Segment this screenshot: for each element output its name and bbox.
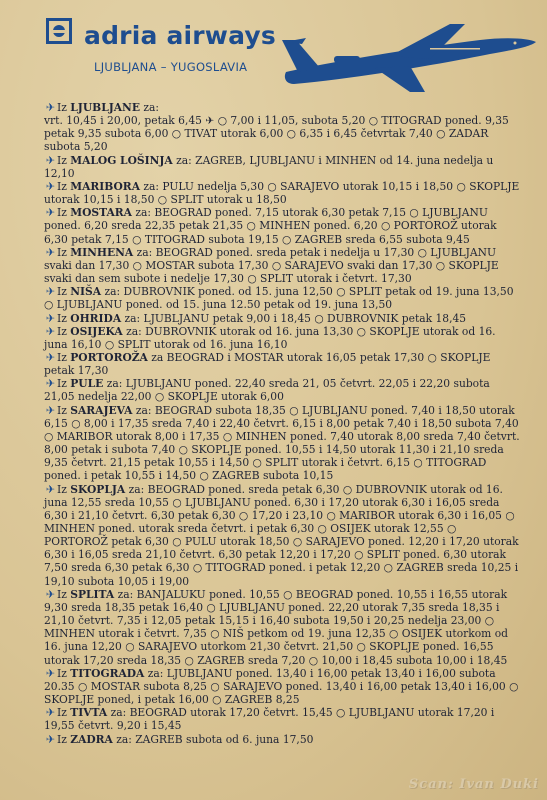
route-entry bbox=[44, 285, 522, 311]
airplane-bullet-icon: ✈ bbox=[45, 350, 56, 364]
origin-city: OSIJEKA bbox=[70, 324, 123, 338]
origin-city: MARIBORA bbox=[70, 179, 140, 193]
entry-prefix: Iz bbox=[57, 666, 67, 680]
route-entry bbox=[44, 483, 522, 588]
airplane-bullet-icon: ✈ bbox=[45, 206, 56, 220]
origin-city: MOSTARA bbox=[70, 206, 132, 220]
route-entry bbox=[44, 206, 522, 245]
airplane-bullet-icon: ✈ bbox=[45, 179, 56, 193]
origin-city: NIŠA bbox=[70, 285, 102, 299]
route-schedule: za: BEOGRAD poned. sreda petak i nedelja u 17,30 ○ LJUBLJANU svaki dan 17,30 ○ MOSTAR subota 17,30 ○ SARAJEVO svaki dan 17,30 ○ SKOPLJE svaki dan sem subote i nedelje 17,30 ○ SPLIT utorak i četvrt. 17,30 bbox=[44, 245, 499, 286]
route-entry bbox=[44, 154, 522, 180]
route-schedule: za: DUBROVNIK utorak od 16. juna 13,30 ○ SKOPLJE utorak od 16. juna 16,10 ○ SPLIT utorak od 16. juna 16,10 bbox=[44, 324, 496, 351]
route-schedule: za: PULU nedelja 5,30 ○ SARAJEVO utorak 10,15 i 18,50 ○ SKOPLJE utorak 10,15 i 18,50 ○ SPLIT utorak u 18,50 bbox=[44, 179, 520, 207]
route-entry bbox=[44, 706, 522, 732]
route-entry bbox=[44, 312, 522, 325]
origin-city: TIVTA bbox=[70, 706, 108, 720]
airplane-bullet-icon: ✈ bbox=[45, 285, 56, 299]
route-entry bbox=[44, 180, 522, 206]
airplane-bullet-icon: ✈ bbox=[45, 666, 56, 680]
origin-city: ZADRA bbox=[70, 732, 113, 746]
route-schedule: za: LJUBLJANU petak 9,00 i 18,45 ○ DUBROVNIK petak 18,45 bbox=[124, 311, 467, 325]
entry-prefix: Iz bbox=[57, 179, 67, 193]
origin-city: TITOGRADA bbox=[70, 666, 145, 680]
route-schedule: vrt. 10,45 i 20,00, petak 6,45 ✈ ○ 7,00 i 11,05, subota 5,20 ○ TITOGRAD poned. 9,35 petak 9,35 subota 6,00 ○ TIVAT utorak 6,00 ○ 6,35 i 6,45 četvrtak 7,40 ○ ZADAR subota 5,20 bbox=[44, 114, 509, 154]
origin-city: OHRIDA bbox=[70, 311, 122, 325]
route-schedule: za: BEOGRAD poned. 7,15 utorak 6,30 petak 7,15 ○ LJUBLJANU poned. 6,20 sreda 22,35 petak 21,35 ○ MINHEN poned. 6,20 ○ PORTOROŽ utorak 6,30 petak 7,15 ○ TITOGRAD subota 19,15 ○ ZAGREB sreda 6,55 subota 9,45 bbox=[44, 206, 497, 246]
entry-prefix: Iz bbox=[57, 245, 67, 259]
header bbox=[0, 0, 547, 105]
airplane-bullet-icon: ✈ bbox=[45, 311, 56, 325]
route-schedule: za: LJUBLJANU poned. 13,40 i 16,00 petak 13,40 i 16,00 subota 20.35 ○ MOSTAR subota 8,25 ○ SARAJEVO poned. 13,40 i 16,00 petak 13,40 i 16,00 ○ SKOPLJE poned, i petak 16,00 ○ ZAGREB 8,25 bbox=[44, 666, 519, 707]
airplane-bullet-icon: ✈ bbox=[45, 245, 56, 259]
entry-prefix: Iz bbox=[57, 285, 67, 299]
origin-city: SKOPLJA bbox=[70, 482, 126, 496]
airplane-bullet-icon: ✈ bbox=[45, 706, 56, 720]
entry-prefix: Iz bbox=[57, 350, 67, 364]
route-schedule: za: DUBROVNIK poned. od 15. juna 12,50 ○ SPLIT petak od 19. juna 13,50 ○ LJUBLJANU poned. od 15. juna 12.50 petak od 19. juna 13,50 bbox=[44, 285, 514, 312]
entry-prefix: Iz bbox=[57, 403, 67, 417]
adria-logo-icon bbox=[46, 18, 72, 44]
route-entry bbox=[44, 101, 522, 154]
route-entry bbox=[44, 377, 522, 403]
airplane-bullet-icon: ✈ bbox=[45, 101, 56, 114]
entry-prefix: Iz bbox=[57, 311, 67, 325]
airplane-bullet-icon: ✈ bbox=[45, 732, 56, 746]
origin-city: LJUBLJANE bbox=[70, 101, 140, 114]
origin-city: PULE bbox=[70, 377, 104, 391]
timetable bbox=[44, 101, 522, 746]
route-entry bbox=[44, 733, 522, 746]
airplane-bullet-icon: ✈ bbox=[45, 403, 56, 417]
route-entry bbox=[44, 667, 522, 706]
entry-prefix: Iz bbox=[57, 101, 67, 114]
brand-city: LJUBLJANA – YUGOSLAVIA bbox=[94, 60, 248, 74]
origin-city: PORTOROŽA bbox=[70, 350, 148, 364]
origin-city: MINHENA bbox=[70, 245, 134, 259]
entry-prefix: Iz bbox=[57, 706, 67, 720]
entry-prefix: Iz bbox=[57, 732, 67, 746]
route-entry bbox=[44, 588, 522, 667]
airplane-bullet-icon: ✈ bbox=[45, 587, 56, 601]
origin-city: SPLITA bbox=[70, 587, 115, 601]
route-schedule: za: ZAGREB, LJUBLJANU i MINHEN od 14. juna nedelja u 12,10 bbox=[44, 153, 494, 180]
airplane-bullet-icon: ✈ bbox=[45, 482, 56, 496]
entry-prefix: Iz bbox=[57, 324, 67, 338]
airplane-bullet-icon: ✈ bbox=[45, 324, 56, 338]
route-entry bbox=[44, 325, 522, 351]
route-schedule: za: LJUBLJANU poned. 22,40 sreda 21, 05 četvrt. 22,05 i 22,20 subota 21,05 nedelja 22,00 ○ SKOPLJE utorak 6,00 bbox=[44, 377, 490, 404]
route-entry bbox=[44, 404, 522, 483]
route-schedule: za: BANJALUKU poned. 10,55 ○ BEOGRAD poned. 10,55 i 16,55 utorak 9,30 sreda 18,35 petak 16,40 ○ LJUBLJANU poned. 22,20 utorak 7,35 sreda 18,35 i 21,10 četvrt. 7,35 i 12,05 petak 15,15 i 16,40 subota 19,50 i 20,25 nedelja 23,00 ○ MINHEN utorak i četvrt. 7,35 ○ NIŠ petkom od 19. juna 12,35 ○ OSIJEK utorkom od 16. juna 12,20 ○ SARAJEVO utorkom 21,30 četvrt. 21,50 ○ SKOPLJE poned. 16,55 utorak 17,20 sreda 18,35 ○ ZAGREB sreda 7,20 ○ 10,00 i 18,45 subota 10,00 i 18,45 bbox=[44, 587, 508, 667]
route-schedule: za BEOGRAD i MOSTAR utorak 16,05 petak 17,30 ○ SKOPLJE petak 17,30 bbox=[44, 350, 491, 378]
route-schedule: za: BEOGRAD subota 18,35 ○ LJUBLJANU poned. 7,40 i 18,50 utorak 6,15 ○ 8,00 i 17,35 sreda 7,40 i 22,40 četvrt. 6,15 i 8,00 petak 7,40 i 18,50 subota 7,40 ○ MARIBOR utorak 8,00 i 17,35 ○ MINHEN poned. 7,40 utorak 8,00 sreda 7,40 četvrt. 8,00 petak i subota 7,40 ○ SKOPLJE poned. 10,55 i 14,50 utorak 11,30 i 21,10 sreda 9,35 četvrt. 21,15 petak 10,55 i 14,50 ○ SPLIT utorak i četvrt. 6,15 ○ TITOGRAD poned. i petak 10,55 i 14,50 ○ ZAGREB subota 10,15 bbox=[44, 403, 520, 483]
airplane-bullet-icon: ✈ bbox=[45, 377, 56, 391]
origin-city: SARAJEVA bbox=[70, 403, 133, 417]
origin-city: MALOG LOŠINJA bbox=[70, 153, 173, 167]
route-entry bbox=[44, 351, 522, 377]
scan-credit: Scan: Ivan Duki bbox=[408, 777, 539, 792]
route-schedule: za: ZAGREB subota od 6. juna 17,50 bbox=[116, 732, 314, 746]
airplane-bullet-icon: ✈ bbox=[45, 153, 56, 167]
entry-prefix: Iz bbox=[57, 587, 67, 601]
entry-prefix: Iz bbox=[57, 153, 67, 167]
route-schedule: za: BEOGRAD poned. sreda petak 6,30 ○ DUBROVNIK utorak od 16. juna 12,55 sreda 10,55 ○ LJUBLJANU poned. 6,30 i 17,20 utorak 6,30 i 16,05 sreda 6,30 i 21,10 četvrt. 6,30 petak 6,30 ○ 17,20 i 23,10 ○ MARIBOR utorak 6,30 i 16,05 ○ MINHEN poned. utorak sreda četvrt. i petak 6,30 ○ OSIJEK utorak 12,55 ○ PORTOROŽ petak 6,30 ○ PULU utorak 18,50 ○ SARAJEVO poned. 12,20 i 17,20 utorak 6,30 i 16,05 sreda 21,10 četvrt. 6,30 petak 12,20 i 17,20 ○ SPLIT poned. 6,30 utorak 7,50 sreda 6,30 petak 6,30 ○ TITOGRAD poned. i petak 12,20 ○ ZAGREB sreda 10,25 i 19,10 subota 10,05 i 19,00 bbox=[44, 482, 519, 588]
entry-prefix: Iz bbox=[57, 377, 67, 391]
brand-name: adria airways bbox=[84, 21, 276, 50]
airplane-icon bbox=[280, 14, 540, 94]
route-schedule: za: BEOGRAD utorak 17,20 četvrt. 15,45 ○ LJUBLJANU utorak 17,20 i 19,55 četvrt. 9,20 i 15,45 bbox=[44, 706, 495, 733]
entry-prefix: Iz bbox=[57, 482, 67, 496]
entry-suffix: za: bbox=[139, 101, 159, 114]
entry-prefix: Iz bbox=[57, 206, 67, 220]
route-entry bbox=[44, 246, 522, 285]
